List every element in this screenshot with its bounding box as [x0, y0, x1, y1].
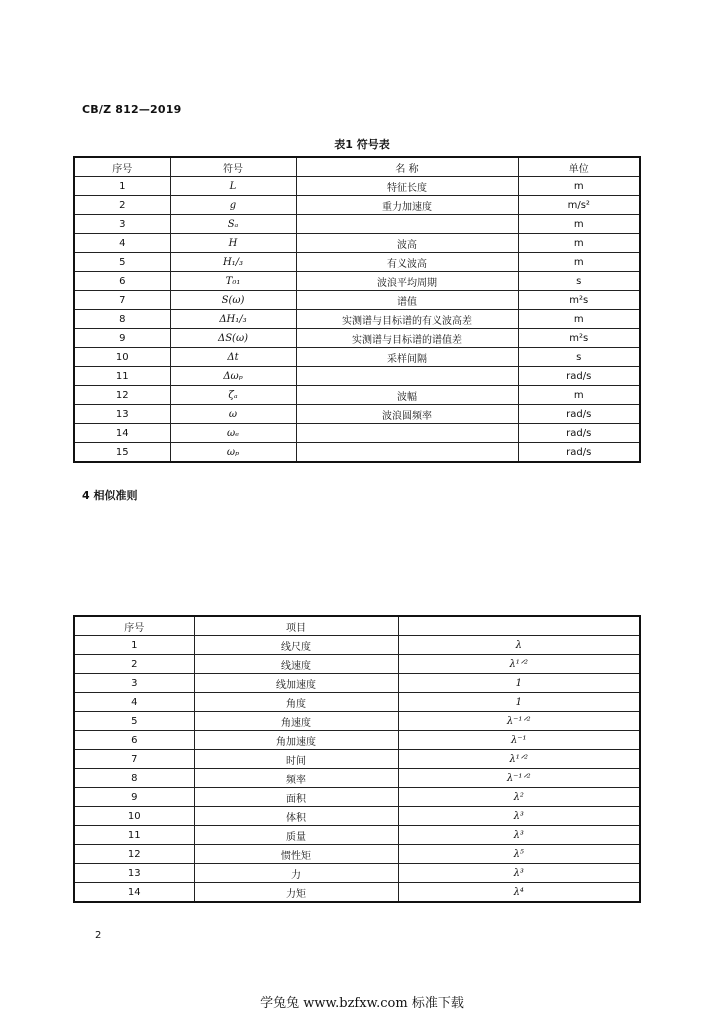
table-cell: s	[518, 348, 640, 367]
table-cell: T₀₁	[170, 272, 296, 291]
table-row	[74, 196, 640, 215]
table-cell: m²s	[518, 329, 640, 348]
table-cell: 9	[74, 788, 194, 807]
table-cell: 重力加速度	[296, 196, 518, 215]
table-cell: ωₚ	[170, 443, 296, 463]
table-row	[74, 693, 640, 712]
table-row	[74, 291, 640, 310]
table-cell: 质量	[194, 826, 398, 845]
table1-title: 表1 符号表	[334, 138, 390, 151]
conversion-table	[73, 615, 641, 903]
table-row	[74, 826, 640, 845]
footer-watermark: 学兔兔 www.bzfxw.com 标准下载	[260, 996, 464, 1011]
table-cell: λ¹ᐟ²	[398, 655, 640, 674]
table-cell: λ³	[398, 864, 640, 883]
table-cell: 面积	[194, 788, 398, 807]
table-cell: 4	[74, 234, 170, 253]
table-row	[74, 807, 640, 826]
table-cell: 力	[194, 864, 398, 883]
table-cell: λ³	[398, 807, 640, 826]
table-cell: 有义波高	[296, 253, 518, 272]
table-cell: 6	[74, 731, 194, 750]
table-cell	[296, 367, 518, 386]
table-cell: 谱值	[296, 291, 518, 310]
table-row	[74, 367, 640, 386]
symbol-table	[73, 156, 641, 463]
table-cell: H₁/₃	[170, 253, 296, 272]
table-row	[74, 750, 640, 769]
table-cell: 15	[74, 443, 170, 463]
page-number: 2	[95, 930, 102, 941]
table-cell: 力矩	[194, 883, 398, 903]
table-cell: 角度	[194, 693, 398, 712]
table-cell: 13	[74, 405, 170, 424]
table-cell: 1	[74, 177, 170, 196]
col-header-item: 项目	[194, 616, 398, 636]
table-cell: 7	[74, 750, 194, 769]
table-cell: ΔH₁/₃	[170, 310, 296, 329]
table-cell: 5	[74, 253, 170, 272]
table-cell: 角速度	[194, 712, 398, 731]
table-cell: 12	[74, 386, 170, 405]
table-cell: 1	[74, 636, 194, 655]
table-cell: 1	[398, 693, 640, 712]
table-cell: L	[170, 177, 296, 196]
table-cell: Δωₚ	[170, 367, 296, 386]
table-cell: 9	[74, 329, 170, 348]
col-header-name: 名 称	[296, 157, 518, 177]
table-cell: 波浪圆频率	[296, 405, 518, 424]
table-cell: ΔS(ω)	[170, 329, 296, 348]
table-cell: H	[170, 234, 296, 253]
table-cell: 8	[74, 310, 170, 329]
table-cell: 5	[74, 712, 194, 731]
table-cell: 6	[74, 272, 170, 291]
table-cell: 8	[74, 769, 194, 788]
table-cell: 实测谱与目标谱的谱值差	[296, 329, 518, 348]
table-row	[74, 253, 640, 272]
table-cell: 10	[74, 348, 170, 367]
table-row	[74, 788, 640, 807]
table-cell: 2	[74, 196, 170, 215]
table-cell: λ⁻¹ᐟ²	[398, 712, 640, 731]
table-row	[74, 405, 640, 424]
table-row	[74, 769, 640, 788]
table-cell: 采样间隔	[296, 348, 518, 367]
table-cell: 12	[74, 845, 194, 864]
table-cell: m²s	[518, 291, 640, 310]
table-row	[74, 731, 640, 750]
table-cell: 波幅	[296, 386, 518, 405]
table-row	[74, 712, 640, 731]
table-cell: 特征长度	[296, 177, 518, 196]
table-header-row	[74, 616, 640, 636]
table-cell: 惯性矩	[194, 845, 398, 864]
table-cell: λ⁵	[398, 845, 640, 864]
table-row	[74, 386, 640, 405]
table-cell: λ²	[398, 788, 640, 807]
table-cell: m/s²	[518, 196, 640, 215]
table-cell: 波高	[296, 234, 518, 253]
table-cell: ω	[170, 405, 296, 424]
table-cell: 13	[74, 864, 194, 883]
table-cell: m	[518, 215, 640, 234]
table-cell: rad/s	[518, 443, 640, 463]
table-cell: 7	[74, 291, 170, 310]
table-cell	[296, 443, 518, 463]
table-cell: 时间	[194, 750, 398, 769]
table-cell: 4	[74, 693, 194, 712]
col-header-symbol: 符号	[170, 157, 296, 177]
table-cell: 14	[74, 424, 170, 443]
document-code: CB/Z 812—2019	[82, 103, 182, 116]
table-cell: 2	[74, 655, 194, 674]
col-header-index: 序号	[74, 157, 170, 177]
table-row	[74, 215, 640, 234]
table-cell: m	[518, 386, 640, 405]
table-cell: S(ω)	[170, 291, 296, 310]
table-cell: 14	[74, 883, 194, 903]
table-row	[74, 443, 640, 463]
table-cell: rad/s	[518, 367, 640, 386]
table-cell: Sₐ	[170, 215, 296, 234]
table-row	[74, 674, 640, 693]
table-cell: 11	[74, 826, 194, 845]
table-cell: 11	[74, 367, 170, 386]
table-cell: s	[518, 272, 640, 291]
table-cell: 实测谱与目标谱的有义波高差	[296, 310, 518, 329]
table-cell: m	[518, 234, 640, 253]
table-row	[74, 177, 640, 196]
table-cell: 线尺度	[194, 636, 398, 655]
table-cell: m	[518, 310, 640, 329]
table-cell	[296, 215, 518, 234]
table-cell: λ¹ᐟ²	[398, 750, 640, 769]
table-cell: Δt	[170, 348, 296, 367]
table-cell: ζₐ	[170, 386, 296, 405]
table-row	[74, 864, 640, 883]
table-cell: λ	[398, 636, 640, 655]
table-row	[74, 348, 640, 367]
table-cell: 角加速度	[194, 731, 398, 750]
table-header-row	[74, 157, 640, 177]
section-heading: 4 相似准则	[82, 489, 138, 502]
table-cell: rad/s	[518, 424, 640, 443]
table-cell: m	[518, 177, 640, 196]
table-cell: 波浪平均周期	[296, 272, 518, 291]
table-cell: λ³	[398, 826, 640, 845]
table-cell: 频率	[194, 769, 398, 788]
table-cell: 3	[74, 215, 170, 234]
col-header-factor	[398, 616, 640, 636]
table-cell: λ⁴	[398, 883, 640, 903]
table-cell	[296, 424, 518, 443]
table-cell: rad/s	[518, 405, 640, 424]
table-cell: ωₑ	[170, 424, 296, 443]
table-row	[74, 329, 640, 348]
table-row	[74, 310, 640, 329]
table-cell: 3	[74, 674, 194, 693]
table-row	[74, 845, 640, 864]
table-cell: 1	[398, 674, 640, 693]
table-row	[74, 883, 640, 903]
table-row	[74, 424, 640, 443]
table-cell: λ⁻¹	[398, 731, 640, 750]
table-cell: g	[170, 196, 296, 215]
table-cell: 线速度	[194, 655, 398, 674]
table-cell: 线加速度	[194, 674, 398, 693]
table-row	[74, 655, 640, 674]
table-cell: m	[518, 253, 640, 272]
table-row	[74, 234, 640, 253]
col-header-unit: 单位	[518, 157, 640, 177]
table-cell: 体积	[194, 807, 398, 826]
table-cell: 10	[74, 807, 194, 826]
col-header-index: 序号	[74, 616, 194, 636]
table-row	[74, 272, 640, 291]
table-row	[74, 636, 640, 655]
table-cell: λ⁻¹ᐟ²	[398, 769, 640, 788]
